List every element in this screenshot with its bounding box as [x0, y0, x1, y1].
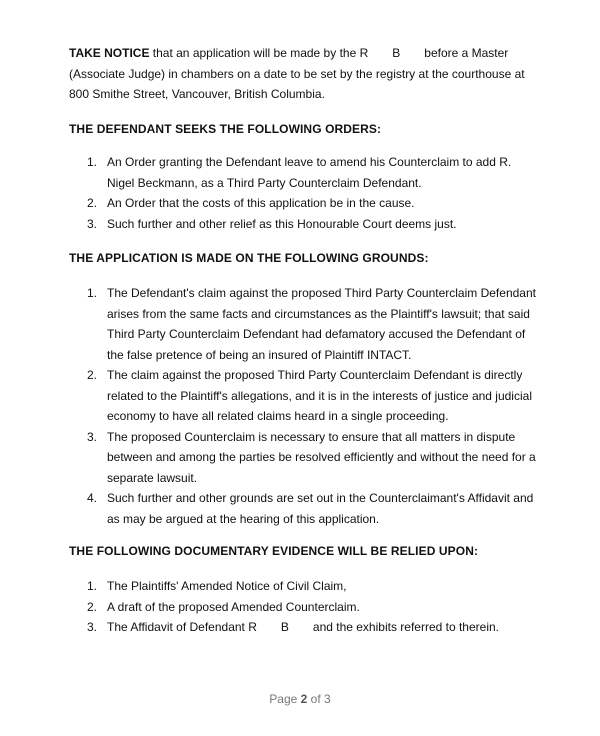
evidence-list [69, 576, 539, 638]
list-item: 3. Such further and other relief as this Honourable Court deems just. [87, 216, 457, 231]
grounds-list [69, 283, 539, 529]
list-item: 1. The Defendant's claim against the proposed Third Party Counterclaim Defendant arises from the same facts and circumstances as the Plaintiff's lawsuit; that said Third Party Counterclaim Defendant had defamatory accused the Defendant of the false pretence of being an insured of Plaintiff INTACT. [87, 286, 536, 362]
list-item: 3. The proposed Counterclaim is necessary to ensure that all matters in dispute between and among the parties be resolved efficiently and without the need for a separate lawsuit. [87, 429, 536, 485]
notice-text-1: that an application will be made by the R [149, 46, 369, 60]
notice-paragraph [69, 43, 539, 105]
evidence-heading: THE FOLLOWING DOCUMENTARY EVIDENCE WILL BE RELIED UPON: [69, 544, 479, 558]
page-number: Page 2 of 3 [269, 692, 331, 706]
list-item: 2. The claim against the proposed Third Party Counterclaim Defendant is directly related to the Plaintiff's allegations, and it is in the interests of justice and judicial economy to have all related claims heard in a single proceeding. [87, 368, 532, 423]
notice-redacted-initial: B [392, 46, 401, 60]
notice-lead: TAKE NOTICE [69, 46, 150, 60]
list-item: 2. An Order that the costs of this application be in the cause. [87, 196, 415, 210]
list-item: 3. The Affidavit of Defendant R B and the exhibits referred to therein. [87, 620, 500, 634]
list-item: 4. Such further and other grounds are set out in the Counterclaimant's Affidavit and as may be argued at the hearing of this application. [87, 491, 534, 526]
list-item: 2. A draft of the proposed Amended Counterclaim. [87, 599, 360, 614]
orders-list [69, 152, 539, 234]
list-item: 1. The Plaintiffs' Amended Notice of Civil Claim, [87, 579, 347, 593]
orders-heading: THE DEFENDANT SEEKS THE FOLLOWING ORDERS: [69, 122, 382, 136]
evidence-redacted-initial: B [280, 620, 289, 634]
list-item: 1. An Order granting the Defendant leave to amend his Counterclaim to add R. Nigel Beckmann, as a Third Party Counterclaim Defendant. [87, 155, 512, 190]
grounds-heading: THE APPLICATION IS MADE ON THE FOLLOWING GROUNDS: [69, 251, 429, 265]
notice-text-2: before a Master (Associate Judge) in chambers on a date to be set by the registry at the courthouse at 800 Smithe Street, Vancouver, British Columbia. [69, 46, 525, 101]
